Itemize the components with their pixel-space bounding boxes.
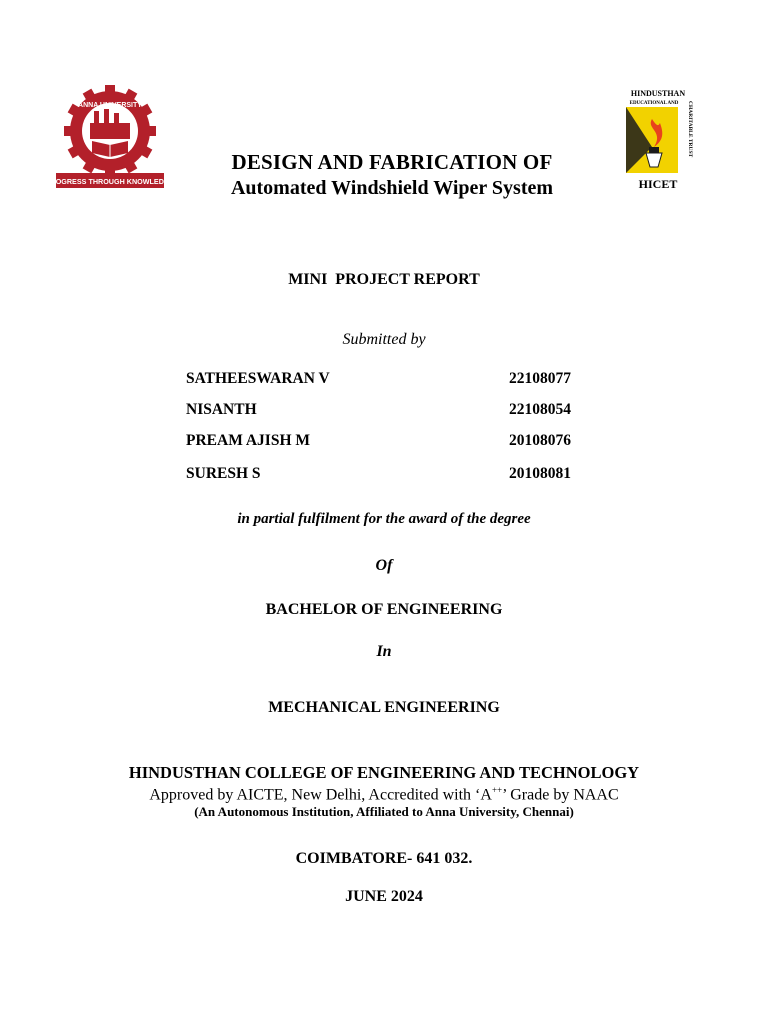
member-id: 20108081 [509, 465, 571, 482]
title-line-1: DESIGN AND FABRICATION OF [231, 150, 553, 174]
degree-name: BACHELOR OF ENGINEERING [265, 601, 503, 618]
autonomous-text: (An Autonomous Institution, Affiliated to Anna University, Chennai) [194, 804, 574, 819]
report-date: JUNE 2024 [345, 888, 423, 905]
approval-prefix: Approved by AICTE, New Delhi, Accredited with ‘A [149, 786, 492, 804]
approval-grade-superscript: ++ [491, 785, 503, 795]
member-name: PREAM AJISH M [186, 432, 310, 449]
member-name: NISANTH [186, 401, 257, 418]
approval-text [0, 785, 768, 804]
hicet-logo-sub: EDUCATIONAL AND [629, 101, 679, 106]
member-id: 22108077 [509, 370, 571, 387]
hicet-logo-top: HINDUSTHAN [630, 89, 686, 98]
approval-suffix: ’ Grade by NAAC [502, 786, 619, 804]
of-text: Of [375, 557, 393, 574]
hicet-logo-bottom: HICET [638, 177, 678, 191]
city-address: COIMBATORE- 641 032. [295, 850, 473, 867]
in-text: In [376, 643, 392, 660]
submitted-by: Submitted by [342, 331, 426, 348]
member-name: SATHEESWARAN V [186, 370, 330, 387]
member-id: 22108054 [509, 401, 571, 418]
anna-logo-banner: PROGRESS THROUGH KNOWLEDGE [45, 177, 175, 186]
partial-fulfilment-text: in partial fulfilment for the award of the degree [237, 511, 531, 527]
member-name: SURESH S [186, 465, 261, 482]
title-line-2: Automated Windshield Wiper System [230, 177, 554, 199]
hicet-logo-side: CHARITABLE TRUST [687, 101, 693, 158]
college-name: HINDUSTHAN COLLEGE OF ENGINEERING AND TECHNOLOGY [128, 763, 640, 782]
member-id: 20108076 [509, 432, 571, 449]
report-type: MINI PROJECT REPORT [288, 271, 480, 288]
anna-logo-text: ANNA UNIVERSITY [78, 102, 142, 109]
branch-name: MECHANICAL ENGINEERING [268, 699, 500, 716]
